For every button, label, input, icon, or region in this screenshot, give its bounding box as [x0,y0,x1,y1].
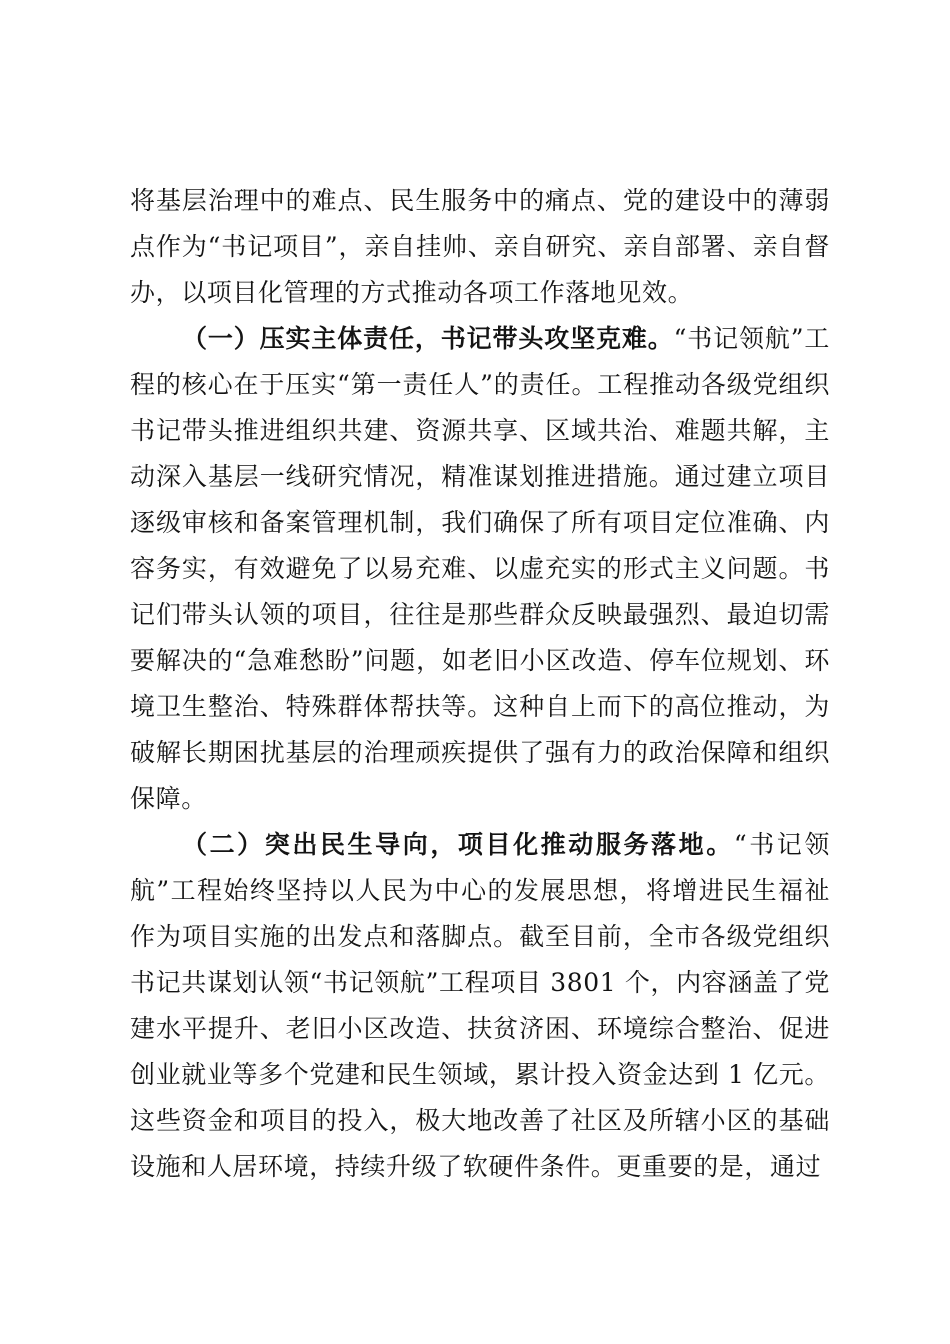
intro-paragraph-text: 将基层治理中的难点、民生服务中的痛点、党的建设中的薄弱点作为“书记项目”，亲自挂帅、亲自研究、亲自部署、亲自督办，以项目化管理的方式推动各项工作落地见效。 [130,186,830,307]
section-2-heading: （二）突出民生导向，项目化推动服务落地。 [182,830,734,859]
intro-paragraph [130,178,830,316]
section-1-text: “书记领航”工程的核心在于压实“第一责任人”的责任。工程推动各级党组织书记带头推进组织共建、资源共享、区域共治、难题共解，主动深入基层一线研究情况，精准谋划推进措施。通过建立项目逐级审核和备案管理机制，我们确保了所有项目定位准确、内容务实，有效避免了以易充难、以虚充实的形式主义问题。书记们带头认领的项目，往往是那些群众反映最强烈、最迫切需要解决的“急难愁盼”问题，如老旧小区改造、停车位规划、环境卫生整治、特殊群体帮扶等。这种自上而下的高位推动，为破解长期困扰基层的治理顽疾提供了强有力的政治保障和组织保障。 [130,324,830,813]
section-2-text: “书记领航”工程始终坚持以人民为中心的发展思想，将增进民生福祉作为项目实施的出发点和落脚点。截至目前，全市各级党组织书记共谋划认领“书记领航”工程项目 3801 个，内容涵盖了党建水平提升、老旧小区改造、扶贫济困、环境综合整治、促进创业就业等多个党建和民生领域，累计投入资金达到 1 亿元。这些资金和项目的投入，极大地改善了社区及所辖小区的基础设施和人居环境，持续升级了软硬件条件。更重要的是，通过 [130,830,830,1181]
section-1-paragraph [130,316,830,822]
section-2-paragraph [130,822,830,1190]
document-body [130,178,830,1190]
section-1-heading: （一）压实主体责任，书记带头攻坚克难。 [182,324,674,353]
